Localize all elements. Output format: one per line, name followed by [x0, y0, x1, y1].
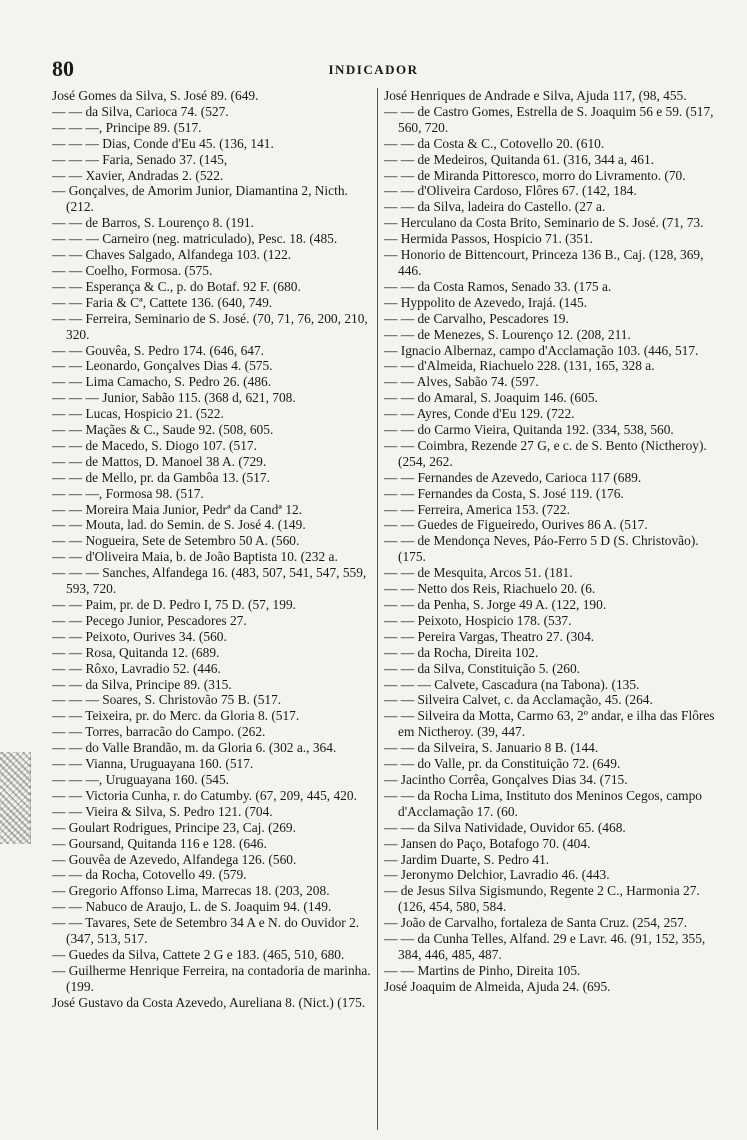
directory-entry: — — Nabuco de Araujo, L. de S. Joaquim 94. (149. — [52, 899, 332, 915]
directory-entry: — — Guedes de Figueiredo, Ourives 86 A. (517. — [384, 517, 648, 533]
directory-entry: — — Martins de Pinho, Direita 105. — [384, 962, 581, 978]
directory-entry: — Jacintho Corrêa, Gonçalves Dias 34. (715. — [384, 771, 628, 787]
page-number: 80 — [52, 56, 74, 81]
directory-entry: — — Esperança & C., p. do Botaf. 92 F. (680. — [52, 278, 301, 294]
directory-entry: — — Peixoto, Hospicio 178. (537. — [384, 612, 572, 628]
directory-entry: — Guedes da Silva, Cattete 2 G e 183. (465, 510, 680. — [52, 946, 345, 962]
directory-entry: — — — Junior, Sabão 115. (368 d, 621, 708. — [52, 390, 296, 406]
directory-entry: — Gouvêa de Azevedo, Alfandega 126. (560. — [52, 851, 297, 867]
directory-entry: José Joaquim de Almeida, Ajuda 24. (695. — [384, 978, 611, 994]
directory-entry: — — Peixoto, Ourives 34. (560. — [52, 628, 227, 644]
directory-entry: — — de Mendonça Neves, Páo-Ferro 5 D (S. Christovão). (175. — [384, 533, 699, 565]
column-divider — [377, 88, 378, 1130]
directory-entry: — — Coelho, Formosa. (575. — [52, 262, 213, 278]
directory-entry: — — Pereira Vargas, Theatro 27. (304. — [384, 628, 595, 644]
directory-entry: — — — Faria, Senado 37. (145, — [52, 151, 228, 167]
directory-entry: — — da Silva Natividade, Ouvidor 65. (468. — [384, 819, 626, 835]
directory-entry: — Herculano da Costa Brito, Seminario de S. José. (71, 73. — [384, 215, 704, 231]
directory-entry: — — de Medeiros, Quitanda 61. (316, 344 a, 461. — [384, 151, 654, 167]
directory-entry: — Goursand, Quitanda 116 e 128. (646. — [52, 835, 267, 851]
directory-entry: — Hyppolito de Azevedo, Irajá. (145. — [384, 294, 588, 310]
directory-entry: — — da Rocha, Direita 102. — [384, 644, 539, 660]
directory-entry: — — de Menezes, S. Lourenço 12. (208, 211. — [384, 326, 631, 342]
directory-entry: — — Silveira da Motta, Carmo 63, 2º andar, e ilha das Flôres em Nictheroy. (39, 447. — [384, 708, 715, 740]
directory-entry: — — da Costa & C., Cotovello 20. (610. — [384, 135, 605, 151]
directory-entry: — — de Mattos, D. Manoel 38 A. (729. — [52, 453, 267, 469]
directory-entry: José Gustavo da Costa Azevedo, Aureliana 8. (Nict.) (175. — [52, 994, 366, 1010]
directory-entry: — — da Costa Ramos, Senado 33. (175 a. — [384, 278, 612, 294]
directory-entry: — — do Valle Brandão, m. da Gloria 6. (302 a., 364. — [52, 740, 337, 756]
directory-entry: — — Netto dos Reis, Riachuelo 20. (6. — [384, 581, 596, 597]
directory-entry: — — Xavier, Andradas 2. (522. — [52, 167, 224, 183]
directory-entry: — Jeronymo Delchior, Lavradio 46. (443. — [384, 867, 610, 883]
directory-entry: — — da Silveira, S. Januario 8 B. (144. — [384, 740, 599, 756]
directory-entry: — — Fernandes da Costa, S. José 119. (176. — [384, 485, 624, 501]
directory-entry: — — da Cunha Telles, Alfand. 29 e Lavr. 46. (91, 152, 355, 384, 446, 485, 487. — [384, 931, 706, 962]
directory-entry: — — — Sanches, Alfandega 16. (483, 507, 541, 547, 559, 593, 720. — [52, 565, 367, 597]
directory-entry: — — Teixeira, pr. do Merc. da Gloria 8. (517. — [52, 708, 300, 724]
directory-entry: — — da Silva, ladeira do Castello. (27 a. — [384, 199, 606, 215]
directory-entry: — — de Mesquita, Arcos 51. (181. — [384, 565, 573, 581]
directory-entry: — — Vieira & Silva, S. Pedro 121. (704. — [52, 803, 273, 819]
directory-entry: — — Leonardo, Gonçalves Dias 4. (575. — [52, 358, 273, 374]
directory-entry: — — Lima Camacho, S. Pedro 26. (486. — [52, 374, 272, 390]
directory-entry: — — da Silva, Constituição 5. (260. — [384, 660, 581, 676]
directory-entry: — Jansen do Paço, Botafogo 70. (404. — [384, 835, 591, 851]
running-head: INDICADOR — [328, 62, 419, 77]
directory-entry: — — do Carmo Vieira, Quitanda 192. (334, 538, 560. — [384, 422, 674, 438]
directory-entry: — — de Castro Gomes, Estrella de S. Joaquim 56 e 59. (517, 560, 720. — [384, 103, 714, 135]
directory-entry: — — da Silva, Carioca 74. (527. — [52, 103, 229, 119]
directory-entry: — — Tavares, Sete de Setembro 34 A e N. do Ouvidor 2. (347, 513, 517. — [52, 915, 360, 947]
directory-entry: — — — Carneiro (neg. matriculado), Pesc. 18. (485. — [52, 231, 338, 247]
directory-entry: — — Alves, Sabão 74. (597. — [384, 374, 539, 390]
directory-entry: — Hermida Passos, Hospicio 71. (351. — [384, 231, 594, 247]
directory-entry: — — Torres, barracão do Campo. (262. — [52, 724, 266, 740]
directory-entry: — — de Carvalho, Pescadores 19. — [384, 310, 569, 326]
directory-entry: — — Silveira Calvet, c. da Acclamação, 45. (264. — [384, 692, 653, 708]
directory-entry: — — d'Oliveira Maia, b. de João Baptista 10. (232 a. — [52, 549, 338, 565]
directory-entry: — — d'Oliveira Cardoso, Flôres 67. (142, 184. — [384, 183, 637, 199]
directory-entry: — — — Soares, S. Christovão 75 B. (517. — [52, 692, 282, 708]
directory-entry: — — —, Uruguayana 160. (545. — [52, 771, 230, 787]
directory-entry: — — — Calvete, Cascadura (na Tabona). (135. — [384, 676, 640, 692]
directory-entry: — — do Valle, pr. da Constituição 72. (649. — [384, 756, 621, 772]
directory-entry: — — Mouta, lad. do Semin. de S. José 4. (149. — [52, 517, 306, 533]
directory-entry: — — Gouvêa, S. Pedro 174. (646, 647. — [52, 342, 265, 358]
directory-entry: — — d'Almeida, Riachuelo 228. (131, 165, 328 a. — [384, 358, 655, 374]
directory-entry: — — Victoria Cunha, r. do Catumby. (67, 209, 445, 420. — [52, 787, 357, 803]
directory-entry: — — da Silva, Principe 89. (315. — [52, 676, 232, 692]
directory-entry: — — Coimbra, Rezende 27 G, e c. de S. Bento (Nictheroy). (254, 262. — [384, 437, 707, 469]
directory-entry: — Goulart Rodrigues, Principe 23, Caj. (269. — [52, 819, 296, 835]
directory-entry: — — da Rocha, Cotovello 49. (579. — [52, 867, 247, 883]
directory-entry: José Henriques de Andrade e Silva, Ajuda 117, (98, 455. — [384, 88, 687, 103]
directory-entry: — — —, Formosa 98. (517. — [52, 485, 204, 501]
directory-entry: — — Fernandes de Azevedo, Carioca 117 (689. — [384, 469, 642, 485]
directory-entry: — — do Amaral, S. Joaquim 146. (605. — [384, 390, 598, 406]
directory-entry: — Ignacio Albernaz, campo d'Acclamação 103. (446, 517. — [384, 342, 699, 358]
directory-entry: José Gomes da Silva, S. José 89. (649. — [52, 88, 259, 103]
directory-entry: — — Lucas, Hospicio 21. (522. — [52, 406, 224, 422]
directory-entry: — — Ayres, Conde d'Eu 129. (722. — [384, 406, 575, 422]
directory-entry: — — Nogueira, Sete de Setembro 50 A. (560. — [52, 533, 300, 549]
directory-entry: — — Maçães & C., Saude 92. (508, 605. — [52, 422, 274, 438]
directory-entry: — — Pecego Junior, Pescadores 27. — [52, 612, 247, 628]
directory-entry: — — Chaves Salgado, Alfandega 103. (122. — [52, 247, 292, 263]
directory-entry: — — da Penha, S. Jorge 49 A. (122, 190. — [384, 597, 607, 612]
directory-entry: — — Rôxo, Lavradio 52. (446. — [52, 660, 221, 676]
margin-stamp — [0, 752, 31, 844]
directory-entry: — — Faria & Cª, Cattete 136. (640, 749. — [52, 294, 273, 310]
directory-entry: — Gregorio Affonso Lima, Marrecas 18. (203, 208. — [52, 883, 330, 899]
directory-entry: — Guilherme Henrique Ferreira, na contadoria de marinha. (199. — [52, 962, 371, 994]
directory-entry: — — Ferreira, Seminario de S. José. (70, 71, 76, 200, 210, 320. — [52, 310, 368, 342]
directory-entry: — — de Miranda Pittoresco, morro do Livramento. (70. — [384, 167, 686, 183]
directory-entry: — — — Dias, Conde d'Eu 45. (136, 141. — [52, 135, 274, 151]
directory-entry: — — —, Principe 89. (517. — [52, 119, 202, 135]
right-column — [384, 88, 722, 995]
directory-entry: — João de Carvalho, fortaleza de Santa Cruz. (254, 257. — [384, 915, 688, 931]
directory-entry: — Jardim Duarte, S. Pedro 41. — [384, 851, 550, 867]
directory-entry: — — de Macedo, S. Diogo 107. (517. — [52, 437, 257, 453]
directory-entry: — — de Barros, S. Lourenço 8. (191. — [52, 215, 254, 231]
directory-entry: — — da Rocha Lima, Instituto dos Meninos Cegos, campo d'Acclamação 17. (60. — [384, 787, 702, 819]
directory-entry: — Gonçalves, de Amorim Junior, Diamantina 2, Nicth. (212. — [52, 183, 348, 215]
left-column — [52, 88, 374, 1011]
directory-entry: — — Moreira Maia Junior, Pedrª da Candª 12. — [52, 501, 303, 517]
directory-entry: — — Paim, pr. de D. Pedro I, 75 D. (57, 199. — [52, 597, 296, 612]
directory-entry: — Honorio de Bittencourt, Princeza 136 B., Caj. (128, 369, 446. — [384, 247, 704, 278]
directory-entry: — — Rosa, Quitanda 12. (689. — [52, 644, 220, 660]
directory-entry: — de Jesus Silva Sigismundo, Regente 2 C., Harmonia 27. (126, 454, 580, 584. — [384, 883, 700, 915]
directory-entry: — — Vianna, Uruguayana 160. (517. — [52, 756, 254, 772]
directory-entry: — — de Mello, pr. da Gambôa 13. (517. — [52, 469, 270, 485]
directory-entry: — — Ferreira, America 153. (722. — [384, 501, 570, 517]
